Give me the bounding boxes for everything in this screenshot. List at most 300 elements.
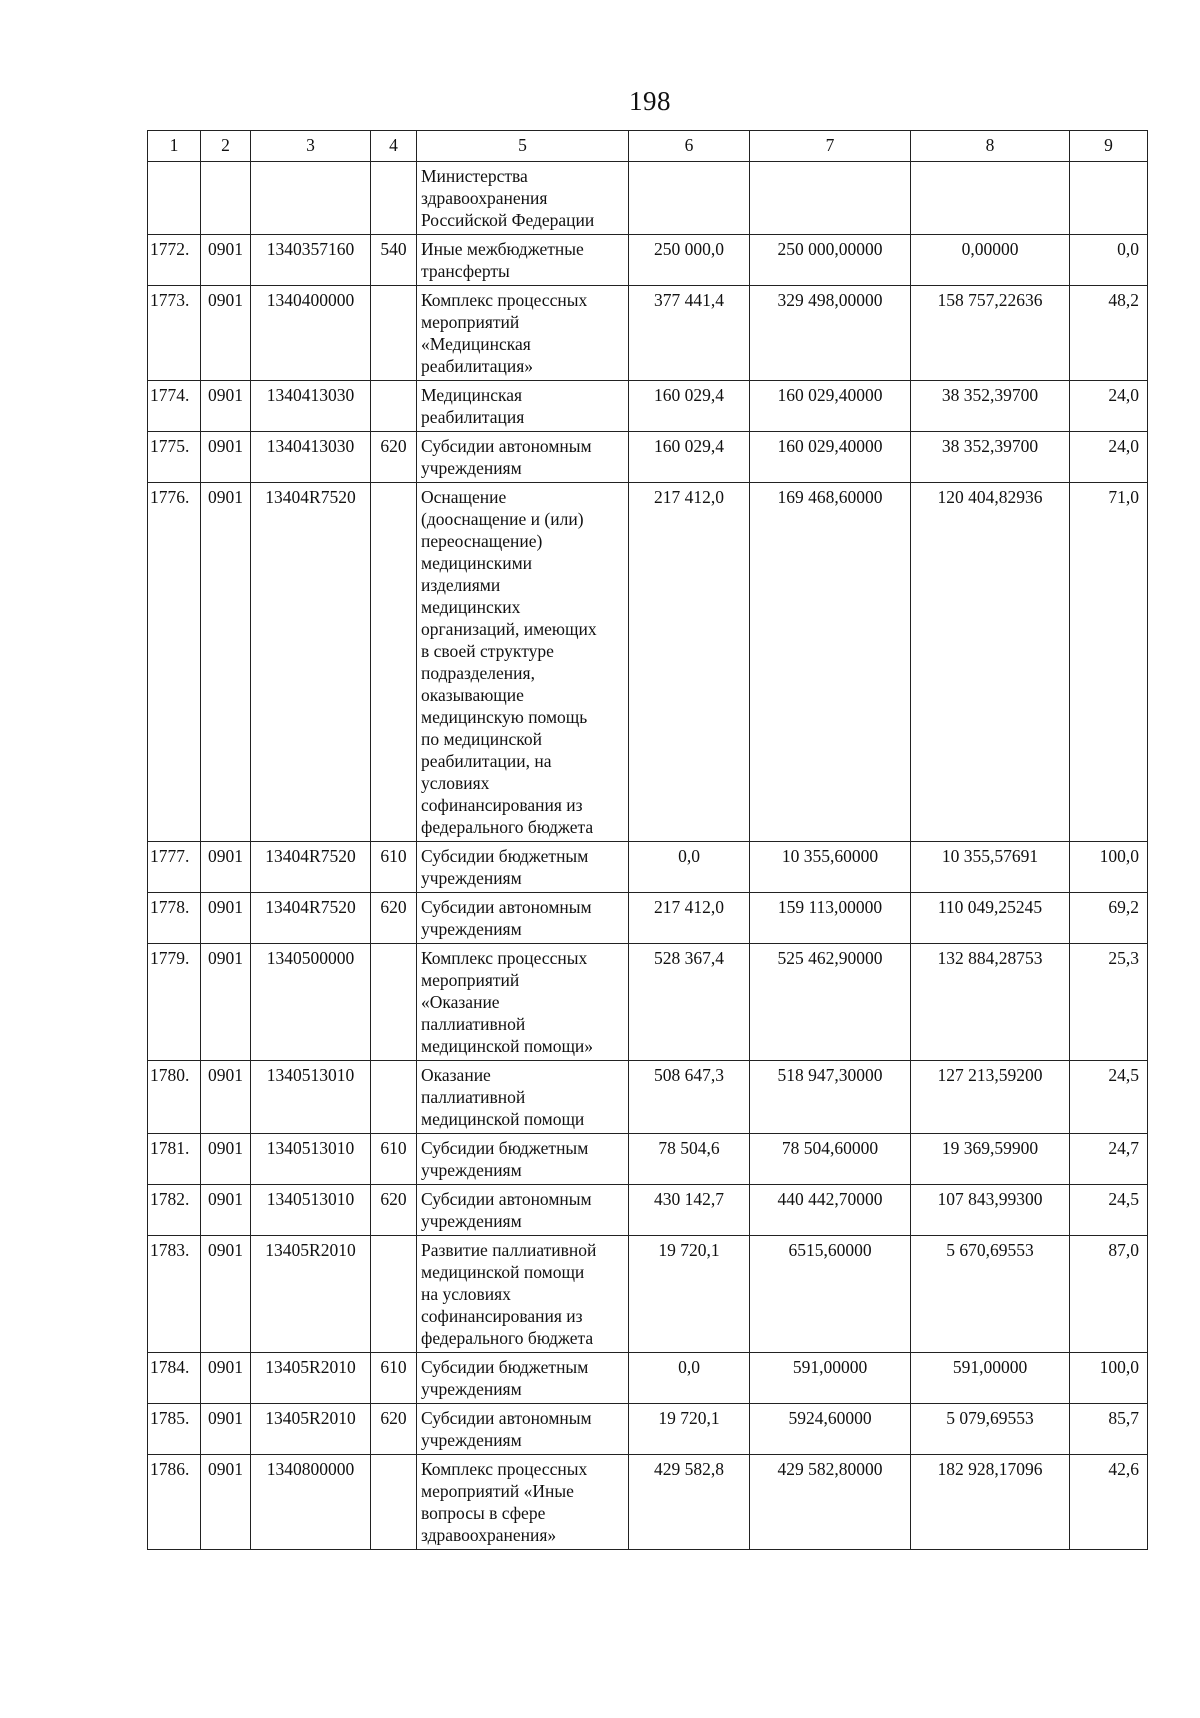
header-row <box>148 131 1148 162</box>
budget-allocation-text: 250 000,00000 <box>777 239 883 259</box>
cell-row-number <box>148 162 201 235</box>
cell-executed-amount <box>911 235 1070 286</box>
cell-execution-percent <box>1070 893 1148 944</box>
cell-approved-plan <box>629 1353 750 1404</box>
cell-budget-allocation <box>750 1061 911 1134</box>
cell-row-number <box>148 893 201 944</box>
cell-section-code <box>201 842 251 893</box>
cell-row-number <box>148 286 201 381</box>
section-code-text: 0901 <box>208 1459 243 1479</box>
section-code-text: 0901 <box>208 385 243 405</box>
budget-allocation-text: 10 355,60000 <box>781 846 879 866</box>
cell-budget-allocation <box>750 162 911 235</box>
section-code-text: 0901 <box>208 1138 243 1158</box>
section-code-text: 0901 <box>208 239 243 259</box>
cell-item-name <box>417 842 629 893</box>
row-number-text: 1783. <box>150 1240 190 1260</box>
budget-allocation-text: 440 442,70000 <box>777 1189 883 1209</box>
item-name-text: Субсидии бюджетным учреждениям <box>421 1357 589 1399</box>
cell-target-article-code <box>251 483 371 842</box>
cell-expense-type-code <box>371 1061 417 1134</box>
item-name-text: Развитие паллиативной медицинской помощи на условиях софинансирования из федерального бюджета <box>421 1240 597 1348</box>
cell-item-name <box>417 944 629 1061</box>
item-name-text: Субсидии автономным учреждениям <box>421 897 592 939</box>
cell-approved-plan <box>629 1455 750 1550</box>
cell-target-article-code <box>251 1353 371 1404</box>
row-number-text: 1779. <box>150 948 190 968</box>
cell-approved-plan <box>629 235 750 286</box>
budget-allocation-text: 159 113,00000 <box>777 897 883 917</box>
cell-approved-plan <box>629 286 750 381</box>
executed-amount-text: 132 884,28753 <box>937 948 1043 968</box>
cell-budget-allocation <box>750 1353 911 1404</box>
cell-target-article-code <box>251 381 371 432</box>
cell-budget-allocation <box>750 381 911 432</box>
cell-execution-percent <box>1070 1134 1148 1185</box>
execution-percent-text: 100,0 <box>1099 1357 1139 1377</box>
table-row <box>148 1353 1148 1404</box>
expense-type-code-text: 620 <box>380 897 407 917</box>
cell-expense-type-code <box>371 944 417 1061</box>
executed-amount-text: 591,00000 <box>952 1357 1028 1377</box>
cell-row-number <box>148 1061 201 1134</box>
section-code-text: 0901 <box>208 290 243 310</box>
budget-allocation-text: 5924,60000 <box>788 1408 872 1428</box>
expense-type-code-text: 620 <box>380 1408 407 1428</box>
approved-plan-text: 19 720,1 <box>658 1408 720 1428</box>
cell-section-code <box>201 944 251 1061</box>
executed-amount-text: 10 355,57691 <box>941 846 1039 866</box>
executed-amount-text: 120 404,82936 <box>937 487 1043 507</box>
cell-item-name <box>417 483 629 842</box>
table-row <box>148 162 1148 235</box>
item-name-text: Оказание паллиативной медицинской помощи <box>421 1065 585 1129</box>
cell-item-name <box>417 1185 629 1236</box>
cell-executed-amount <box>911 1185 1070 1236</box>
cell-item-name <box>417 235 629 286</box>
cell-row-number <box>148 381 201 432</box>
cell-budget-allocation <box>750 1404 911 1455</box>
target-article-code-text: 1340413030 <box>266 436 355 456</box>
item-name-text: Комплекс процессных мероприятий «Иные вопросы в сфере здравоохранения» <box>421 1459 588 1545</box>
executed-amount-text: 38 352,39700 <box>941 385 1039 405</box>
section-code-text: 0901 <box>208 846 243 866</box>
cell-target-article-code <box>251 235 371 286</box>
target-article-code-text: 13404R7520 <box>265 487 356 507</box>
cell-target-article-code <box>251 944 371 1061</box>
cell-row-number <box>148 483 201 842</box>
cell-row-number <box>148 1404 201 1455</box>
budget-allocation-text: 518 947,30000 <box>777 1065 883 1085</box>
cell-execution-percent <box>1070 1185 1148 1236</box>
table-row <box>148 1134 1148 1185</box>
cell-target-article-code <box>251 1185 371 1236</box>
cell-budget-allocation <box>750 1236 911 1353</box>
item-name-text: Субсидии автономным учреждениям <box>421 1408 592 1450</box>
target-article-code-text: 1340513010 <box>266 1138 355 1158</box>
cell-executed-amount <box>911 1134 1070 1185</box>
cell-section-code <box>201 1134 251 1185</box>
table-row <box>148 893 1148 944</box>
cell-budget-allocation <box>750 893 911 944</box>
section-code-text: 0901 <box>208 1065 243 1085</box>
cell-budget-allocation <box>750 842 911 893</box>
item-name-text: Иные межбюджетные трансферты <box>421 239 584 281</box>
cell-execution-percent <box>1070 944 1148 1061</box>
table-row <box>148 1404 1148 1455</box>
table-row <box>148 286 1148 381</box>
cell-section-code <box>201 1404 251 1455</box>
col-header-3: 3 <box>251 131 371 162</box>
cell-section-code <box>201 286 251 381</box>
cell-section-code <box>201 235 251 286</box>
cell-executed-amount <box>911 1353 1070 1404</box>
row-number-text: 1778. <box>150 897 190 917</box>
section-code-text: 0901 <box>208 897 243 917</box>
cell-expense-type-code <box>371 381 417 432</box>
budget-table <box>147 130 1148 1550</box>
section-code-text: 0901 <box>208 1240 243 1260</box>
cell-expense-type-code <box>371 483 417 842</box>
cell-executed-amount <box>911 893 1070 944</box>
budget-allocation-text: 78 504,60000 <box>781 1138 879 1158</box>
cell-expense-type-code <box>371 1404 417 1455</box>
approved-plan-text: 19 720,1 <box>658 1240 720 1260</box>
col-header-8: 8 <box>911 131 1070 162</box>
row-number-text: 1773. <box>150 290 190 310</box>
item-name-text: Комплекс процессных мероприятий «Медицинская реабилитация» <box>421 290 588 376</box>
table-row <box>148 1185 1148 1236</box>
budget-allocation-text: 329 498,00000 <box>777 290 883 310</box>
execution-percent-text: 25,3 <box>1108 948 1139 968</box>
target-article-code-text: 1340800000 <box>266 1459 355 1479</box>
cell-executed-amount <box>911 381 1070 432</box>
row-number-text: 1781. <box>150 1138 190 1158</box>
cell-executed-amount <box>911 1404 1070 1455</box>
approved-plan-text: 430 142,7 <box>654 1189 724 1209</box>
executed-amount-text: 107 843,99300 <box>937 1189 1043 1209</box>
expense-type-code-text: 610 <box>380 846 407 866</box>
execution-percent-text: 24,0 <box>1108 436 1139 456</box>
execution-percent-text: 0,0 <box>1117 239 1139 259</box>
cell-execution-percent <box>1070 162 1148 235</box>
cell-approved-plan <box>629 1404 750 1455</box>
cell-execution-percent <box>1070 1455 1148 1550</box>
executed-amount-text: 38 352,39700 <box>941 436 1039 456</box>
execution-percent-text: 24,5 <box>1108 1189 1139 1209</box>
row-number-text: 1780. <box>150 1065 190 1085</box>
executed-amount-text: 110 049,25245 <box>937 897 1043 917</box>
target-article-code-text: 13405R2010 <box>265 1408 356 1428</box>
target-article-code-text: 1340413030 <box>266 385 355 405</box>
budget-allocation-text: 160 029,40000 <box>777 436 883 456</box>
cell-budget-allocation <box>750 432 911 483</box>
cell-target-article-code <box>251 162 371 235</box>
table-row <box>148 381 1148 432</box>
cell-expense-type-code <box>371 1236 417 1353</box>
cell-row-number <box>148 1455 201 1550</box>
executed-amount-text: 0,00000 <box>961 239 1019 259</box>
cell-executed-amount <box>911 1061 1070 1134</box>
cell-target-article-code <box>251 842 371 893</box>
cell-expense-type-code <box>371 1455 417 1550</box>
execution-percent-text: 24,0 <box>1108 385 1139 405</box>
expense-type-code-text: 610 <box>380 1138 407 1158</box>
cell-target-article-code <box>251 1061 371 1134</box>
approved-plan-text: 217 412,0 <box>654 487 724 507</box>
table-row <box>148 432 1148 483</box>
col-header-6: 6 <box>629 131 750 162</box>
item-name-text: Субсидии автономным учреждениям <box>421 1189 592 1231</box>
cell-section-code <box>201 483 251 842</box>
cell-target-article-code <box>251 1404 371 1455</box>
cell-approved-plan <box>629 1236 750 1353</box>
execution-percent-text: 100,0 <box>1099 846 1139 866</box>
row-number-text: 1775. <box>150 436 190 456</box>
approved-plan-text: 528 367,4 <box>654 948 724 968</box>
cell-executed-amount <box>911 1236 1070 1353</box>
budget-allocation-text: 160 029,40000 <box>777 385 883 405</box>
cell-item-name <box>417 1455 629 1550</box>
col-header-5: 5 <box>417 131 629 162</box>
cell-item-name <box>417 1353 629 1404</box>
cell-row-number <box>148 944 201 1061</box>
cell-section-code <box>201 381 251 432</box>
col-header-7: 7 <box>750 131 911 162</box>
section-code-text: 0901 <box>208 1357 243 1377</box>
approved-plan-text: 160 029,4 <box>654 436 724 456</box>
cell-item-name <box>417 381 629 432</box>
section-code-text: 0901 <box>208 1189 243 1209</box>
cell-expense-type-code <box>371 286 417 381</box>
cell-section-code <box>201 1185 251 1236</box>
expense-type-code-text: 610 <box>380 1357 407 1377</box>
target-article-code-text: 13404R7520 <box>265 897 356 917</box>
cell-item-name <box>417 432 629 483</box>
col-header-2: 2 <box>201 131 251 162</box>
item-name-text: Субсидии бюджетным учреждениям <box>421 1138 589 1180</box>
col-header-4: 4 <box>371 131 417 162</box>
table-row <box>148 842 1148 893</box>
budget-allocation-text: 429 582,80000 <box>777 1459 883 1479</box>
expense-type-code-text: 540 <box>380 239 407 259</box>
cell-row-number <box>148 1353 201 1404</box>
cell-executed-amount <box>911 432 1070 483</box>
row-number-text: 1772. <box>150 239 190 259</box>
cell-approved-plan <box>629 381 750 432</box>
cell-approved-plan <box>629 483 750 842</box>
cell-expense-type-code <box>371 1134 417 1185</box>
cell-target-article-code <box>251 893 371 944</box>
section-code-text: 0901 <box>208 487 243 507</box>
cell-section-code <box>201 1455 251 1550</box>
executed-amount-text: 5 079,69553 <box>946 1408 1034 1428</box>
cell-expense-type-code <box>371 162 417 235</box>
cell-expense-type-code <box>371 235 417 286</box>
cell-approved-plan <box>629 162 750 235</box>
expense-type-code-text: 620 <box>380 1189 407 1209</box>
col-header-1: 1 <box>148 131 201 162</box>
cell-execution-percent <box>1070 1353 1148 1404</box>
cell-execution-percent <box>1070 1404 1148 1455</box>
cell-row-number <box>148 842 201 893</box>
approved-plan-text: 508 647,3 <box>654 1065 724 1085</box>
target-article-code-text: 1340513010 <box>266 1065 355 1085</box>
cell-executed-amount <box>911 286 1070 381</box>
cell-item-name <box>417 893 629 944</box>
execution-percent-text: 69,2 <box>1108 897 1139 917</box>
budget-allocation-text: 6515,60000 <box>788 1240 872 1260</box>
cell-expense-type-code <box>371 432 417 483</box>
budget-allocation-text: 591,00000 <box>792 1357 868 1377</box>
row-number-text: 1777. <box>150 846 190 866</box>
approved-plan-text: 250 000,0 <box>654 239 724 259</box>
executed-amount-text: 158 757,22636 <box>937 290 1043 310</box>
cell-item-name <box>417 1134 629 1185</box>
table-row <box>148 483 1148 842</box>
execution-percent-text: 42,6 <box>1108 1459 1139 1479</box>
executed-amount-text: 19 369,59900 <box>941 1138 1039 1158</box>
execution-percent-text: 24,5 <box>1108 1065 1139 1085</box>
executed-amount-text: 127 213,59200 <box>937 1065 1043 1085</box>
page-number: 198 <box>629 86 671 116</box>
table-row <box>148 1236 1148 1353</box>
cell-section-code <box>201 432 251 483</box>
cell-target-article-code <box>251 1134 371 1185</box>
cell-executed-amount <box>911 162 1070 235</box>
cell-item-name <box>417 1404 629 1455</box>
cell-expense-type-code <box>371 893 417 944</box>
section-code-text: 0901 <box>208 1408 243 1428</box>
execution-percent-text: 71,0 <box>1108 487 1139 507</box>
cell-budget-allocation <box>750 1185 911 1236</box>
execution-percent-text: 87,0 <box>1108 1240 1139 1260</box>
approved-plan-text: 217 412,0 <box>654 897 724 917</box>
cell-execution-percent <box>1070 381 1148 432</box>
table-row <box>148 944 1148 1061</box>
cell-row-number <box>148 1236 201 1353</box>
cell-approved-plan <box>629 1134 750 1185</box>
target-article-code-text: 1340357160 <box>266 239 355 259</box>
cell-executed-amount <box>911 1455 1070 1550</box>
cell-executed-amount <box>911 842 1070 893</box>
row-number-text: 1782. <box>150 1189 190 1209</box>
cell-row-number <box>148 235 201 286</box>
cell-expense-type-code <box>371 842 417 893</box>
cell-approved-plan <box>629 842 750 893</box>
cell-budget-allocation <box>750 483 911 842</box>
cell-budget-allocation <box>750 1134 911 1185</box>
row-number-text: 1774. <box>150 385 190 405</box>
item-name-text: Министерства здравоохранения Российской Федерации <box>421 166 595 230</box>
executed-amount-text: 182 928,17096 <box>937 1459 1043 1479</box>
cell-item-name <box>417 1061 629 1134</box>
table-body <box>148 162 1148 1550</box>
cell-item-name <box>417 162 629 235</box>
cell-approved-plan <box>629 1061 750 1134</box>
cell-row-number <box>148 1185 201 1236</box>
row-number-text: 1784. <box>150 1357 190 1377</box>
approved-plan-text: 0,0 <box>678 1357 700 1377</box>
cell-budget-allocation <box>750 286 911 381</box>
section-code-text: 0901 <box>208 436 243 456</box>
cell-approved-plan <box>629 893 750 944</box>
row-number-text: 1786. <box>150 1459 190 1479</box>
cell-section-code <box>201 893 251 944</box>
table-row <box>148 1455 1148 1550</box>
approved-plan-text: 160 029,4 <box>654 385 724 405</box>
approved-plan-text: 377 441,4 <box>654 290 724 310</box>
cell-execution-percent <box>1070 483 1148 842</box>
item-name-text: Субсидии бюджетным учреждениям <box>421 846 589 888</box>
executed-amount-text: 5 670,69553 <box>946 1240 1034 1260</box>
cell-execution-percent <box>1070 432 1148 483</box>
cell-row-number <box>148 1134 201 1185</box>
cell-target-article-code <box>251 1236 371 1353</box>
cell-execution-percent <box>1070 286 1148 381</box>
row-number-text: 1785. <box>150 1408 190 1428</box>
row-number-text: 1776. <box>150 487 190 507</box>
target-article-code-text: 13405R2010 <box>265 1357 356 1377</box>
cell-section-code <box>201 1061 251 1134</box>
approved-plan-text: 429 582,8 <box>654 1459 724 1479</box>
cell-section-code <box>201 162 251 235</box>
expense-type-code-text: 620 <box>380 436 407 456</box>
cell-section-code <box>201 1353 251 1404</box>
cell-budget-allocation <box>750 235 911 286</box>
target-article-code-text: 1340500000 <box>266 948 355 968</box>
execution-percent-text: 48,2 <box>1108 290 1139 310</box>
approved-plan-text: 78 504,6 <box>658 1138 720 1158</box>
cell-approved-plan <box>629 1185 750 1236</box>
item-name-text: Комплекс процессных мероприятий «Оказание паллиативной медицинской помощи» <box>421 948 594 1056</box>
cell-target-article-code <box>251 1455 371 1550</box>
cell-row-number <box>148 432 201 483</box>
cell-executed-amount <box>911 483 1070 842</box>
execution-percent-text: 85,7 <box>1108 1408 1139 1428</box>
budget-allocation-text: 525 462,90000 <box>777 948 883 968</box>
col-header-9: 9 <box>1070 131 1148 162</box>
cell-budget-allocation <box>750 1455 911 1550</box>
section-code-text: 0901 <box>208 948 243 968</box>
table-row <box>148 1061 1148 1134</box>
approved-plan-text: 0,0 <box>678 846 700 866</box>
cell-budget-allocation <box>750 944 911 1061</box>
cell-expense-type-code <box>371 1185 417 1236</box>
cell-executed-amount <box>911 944 1070 1061</box>
cell-section-code <box>201 1236 251 1353</box>
table-row <box>148 235 1148 286</box>
cell-execution-percent <box>1070 235 1148 286</box>
execution-percent-text: 24,7 <box>1108 1138 1139 1158</box>
cell-expense-type-code <box>371 1353 417 1404</box>
target-article-code-text: 13405R2010 <box>265 1240 356 1260</box>
cell-execution-percent <box>1070 1236 1148 1353</box>
cell-target-article-code <box>251 432 371 483</box>
cell-execution-percent <box>1070 1061 1148 1134</box>
item-name-text: Медицинская реабилитация <box>421 385 525 427</box>
budget-allocation-text: 169 468,60000 <box>777 487 883 507</box>
target-article-code-text: 13404R7520 <box>265 846 356 866</box>
item-name-text: Субсидии автономным учреждениям <box>421 436 592 478</box>
cell-item-name <box>417 286 629 381</box>
cell-target-article-code <box>251 286 371 381</box>
item-name-text: Оснащение (дооснащение и (или) переоснащение) медицинскими изделиями медицинских организаций, имеющих в своей структуре подразделения, оказывающие медицинскую помощь по медицинской реабилитации, на условиях софинансирования из федерального бюджета <box>421 487 597 837</box>
cell-item-name <box>417 1236 629 1353</box>
cell-approved-plan <box>629 944 750 1061</box>
cell-execution-percent <box>1070 842 1148 893</box>
target-article-code-text: 1340400000 <box>266 290 355 310</box>
